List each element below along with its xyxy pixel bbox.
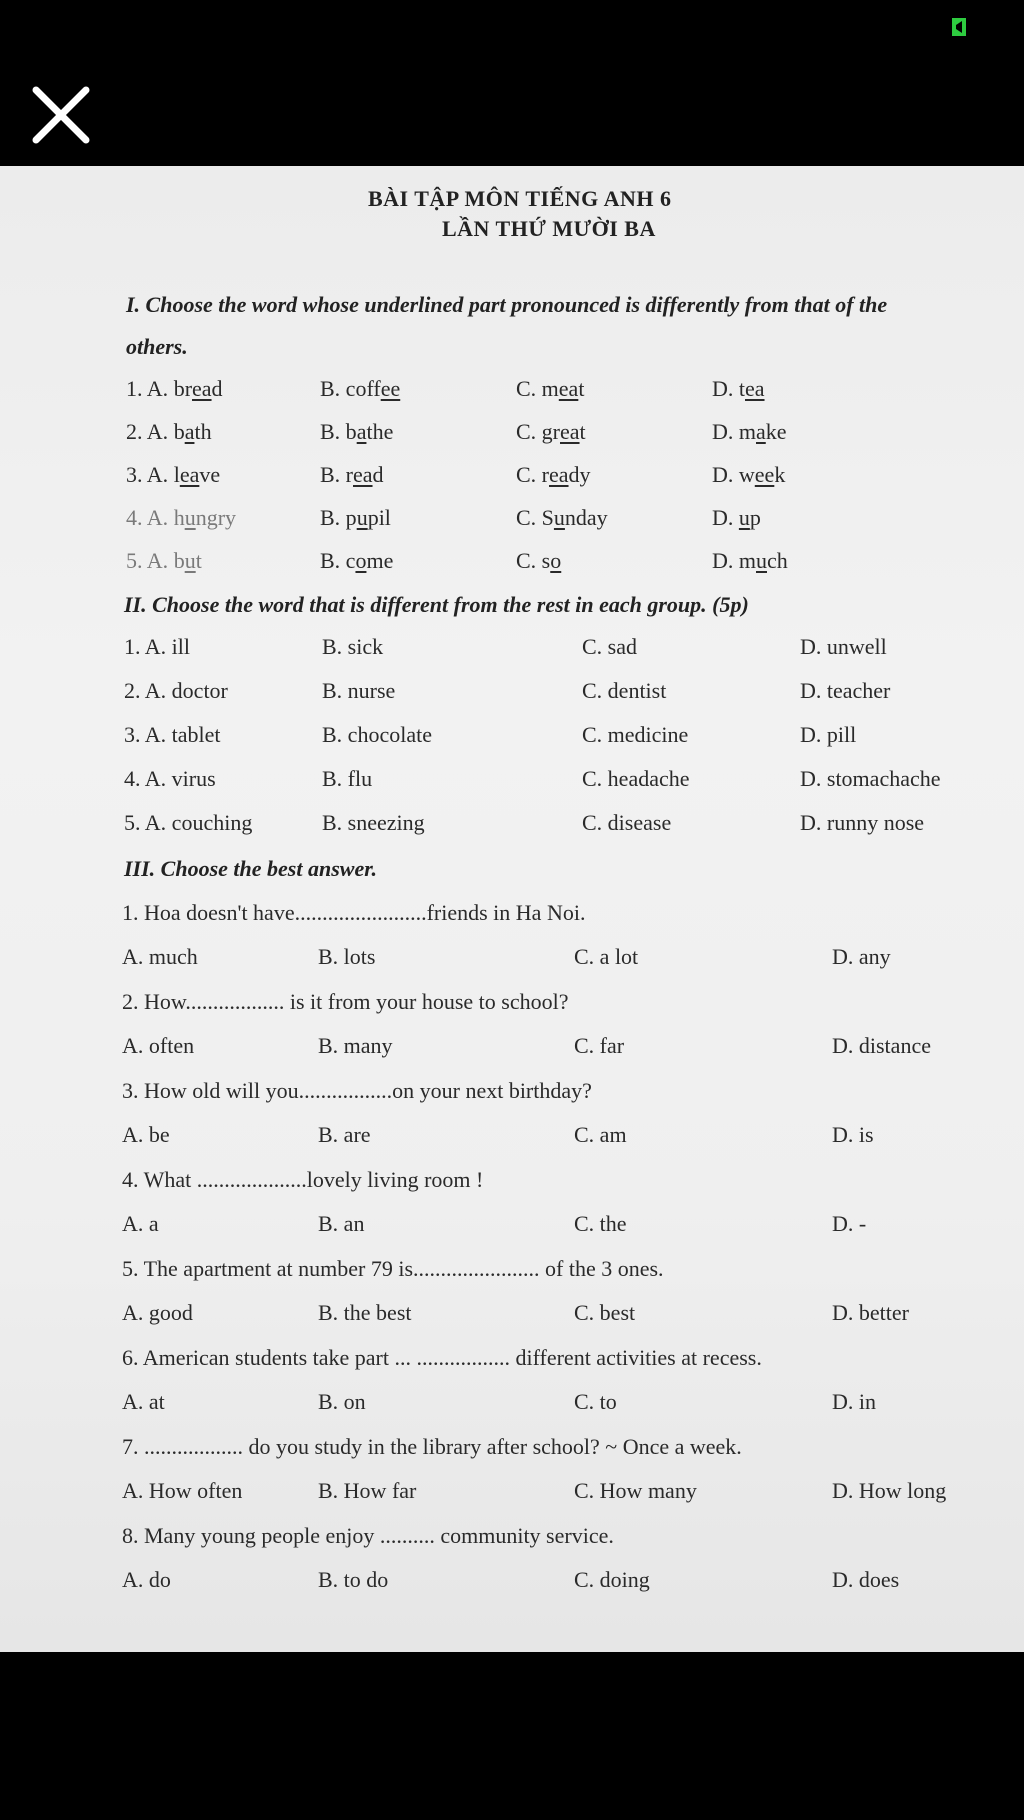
answer-option-b: B. an bbox=[318, 1211, 365, 1236]
answer-option-b: B. the best bbox=[318, 1300, 412, 1325]
answer-option-d: D. - bbox=[832, 1211, 867, 1236]
odd-one-out-option-d: D. runny nose bbox=[800, 810, 925, 835]
answer-option-a: A. do bbox=[122, 1567, 171, 1592]
answer-option-d: D. does bbox=[832, 1567, 900, 1592]
pronunciation-option-c: C. Sunday bbox=[516, 505, 608, 530]
answer-option-b: B. How far bbox=[318, 1478, 417, 1503]
underlined-sound: ee bbox=[754, 462, 775, 487]
underlined-sound: ea bbox=[558, 376, 579, 401]
question-2: 2. How.................. is it from your house to school? bbox=[122, 989, 569, 1014]
pronunciation-option-a: 1. A. bread bbox=[126, 376, 223, 401]
odd-one-out-option-b: B. flu bbox=[322, 766, 373, 791]
viewer-bottom-bar bbox=[0, 1652, 1024, 1820]
underlined-sound: ea bbox=[560, 419, 580, 444]
section1-title: I. Choose the word whose underlined part pronounced is differently from that of the bbox=[126, 292, 888, 317]
answer-option-b: B. on bbox=[318, 1389, 366, 1414]
underlined-sound: u bbox=[184, 548, 196, 573]
pronunciation-option-c: C. meat bbox=[516, 376, 585, 401]
answer-option-d: D. How long bbox=[832, 1478, 947, 1503]
answer-option-c: C. the bbox=[574, 1211, 627, 1236]
answer-option-d: D. any bbox=[832, 944, 891, 969]
answer-option-d: D. is bbox=[832, 1122, 874, 1147]
odd-one-out-option-a: 1. A. ill bbox=[124, 634, 191, 659]
underlined-sound: u bbox=[184, 505, 196, 530]
underlined-sound: u bbox=[738, 505, 750, 530]
answer-option-a: A. much bbox=[122, 944, 198, 969]
question-8: 8. Many young people enjoy .......... community service. bbox=[122, 1523, 614, 1548]
answer-option-c: C. best bbox=[574, 1300, 636, 1325]
odd-one-out-option-a: 5. A. couching bbox=[124, 810, 253, 835]
question-6: 6. American students take part ... ................. different activities at recess. bbox=[122, 1345, 762, 1370]
odd-one-out-option-c: C. headache bbox=[582, 766, 690, 791]
close-icon bbox=[28, 82, 94, 148]
pronunciation-option-d: D. make bbox=[712, 419, 787, 444]
odd-one-out-option-d: D. stomachache bbox=[800, 766, 941, 791]
underlined-sound: ea bbox=[179, 462, 200, 487]
pronunciation-option-d: D. up bbox=[712, 505, 761, 530]
pronunciation-option-c: C. so bbox=[516, 548, 562, 573]
pronunciation-option-a: 3. A. leave bbox=[126, 462, 221, 487]
pronunciation-option-b: B. bathe bbox=[320, 419, 394, 444]
answer-option-c: C. doing bbox=[574, 1567, 650, 1592]
pronunciation-option-b: B. pupil bbox=[320, 505, 391, 530]
section1-title-cont: others. bbox=[126, 334, 188, 359]
underlined-sound: o bbox=[550, 548, 562, 573]
underlined-sound: o bbox=[355, 548, 367, 573]
answer-option-b: B. are bbox=[318, 1122, 371, 1147]
status-indicator-icon bbox=[950, 16, 968, 38]
pronunciation-option-c: C. great bbox=[516, 419, 586, 444]
underlined-sound: u bbox=[756, 548, 767, 573]
answer-option-b: B. to do bbox=[318, 1567, 389, 1592]
answer-option-c: C. am bbox=[574, 1122, 627, 1147]
underlined-sound: a bbox=[356, 419, 367, 444]
answer-option-c: C. to bbox=[574, 1389, 617, 1414]
underlined-sound: ea bbox=[353, 462, 373, 487]
odd-one-out-option-c: C. sad bbox=[582, 634, 637, 659]
answer-option-b: B. lots bbox=[318, 944, 376, 969]
section2-title: II. Choose the word that is different from the rest in each group. (5p) bbox=[124, 592, 749, 617]
question-3: 3. How old will you.................on your next birthday? bbox=[122, 1078, 592, 1103]
section3-title: III. Choose the best answer. bbox=[124, 856, 378, 881]
answer-option-a: A. good bbox=[122, 1300, 193, 1325]
answer-option-c: C. a lot bbox=[574, 944, 639, 969]
answer-option-a: A. be bbox=[122, 1122, 170, 1147]
underlined-sound: ea bbox=[745, 376, 765, 401]
odd-one-out-option-b: B. chocolate bbox=[322, 722, 432, 747]
underlined-sound: a bbox=[184, 419, 195, 444]
pronunciation-option-d: D. much bbox=[712, 548, 788, 573]
answer-option-d: D. distance bbox=[832, 1033, 931, 1058]
odd-one-out-option-c: C. disease bbox=[582, 810, 672, 835]
answer-option-a: A. often bbox=[122, 1033, 195, 1058]
pronunciation-option-b: B. read bbox=[320, 462, 384, 487]
answer-option-d: D. better bbox=[832, 1300, 909, 1325]
pronunciation-option-c: C. ready bbox=[516, 462, 591, 487]
odd-one-out-option-a: 3. A. tablet bbox=[124, 722, 221, 747]
answer-option-a: A. How often bbox=[122, 1478, 243, 1503]
pronunciation-option-d: D. week bbox=[712, 462, 786, 487]
document-photo bbox=[0, 166, 1024, 1652]
close-button[interactable] bbox=[28, 82, 94, 148]
question-4: 4. What ....................lovely living room ! bbox=[122, 1167, 484, 1192]
question-1: 1. Hoa doesn't have........................friends in Ha Noi. bbox=[122, 900, 586, 925]
odd-one-out-option-d: D. unwell bbox=[800, 634, 887, 659]
pronunciation-option-a: 2. A. bath bbox=[126, 419, 212, 444]
odd-one-out-option-a: 2. A. doctor bbox=[124, 678, 228, 703]
odd-one-out-option-a: 4. A. virus bbox=[124, 766, 216, 791]
odd-one-out-option-c: C. medicine bbox=[582, 722, 689, 747]
underlined-sound: u bbox=[356, 505, 368, 530]
pronunciation-option-b: B. come bbox=[320, 548, 394, 573]
answer-option-a: A. a bbox=[122, 1211, 159, 1236]
viewer-top-bar bbox=[0, 0, 1024, 166]
odd-one-out-option-b: B. nurse bbox=[322, 678, 396, 703]
answer-option-c: C. far bbox=[574, 1033, 625, 1058]
question-7: 7. .................. do you study in the library after school? ~ Once a week. bbox=[122, 1434, 742, 1459]
pronunciation-option-a: 4. A. hungry bbox=[126, 505, 237, 530]
document-title-line2: LẦN THỨ MƯỜI BA bbox=[442, 216, 656, 241]
answer-option-d: D. in bbox=[832, 1389, 876, 1414]
odd-one-out-option-d: D. pill bbox=[800, 722, 857, 747]
pronunciation-option-b: B. coffee bbox=[320, 376, 401, 401]
pronunciation-option-d: D. tea bbox=[712, 376, 765, 401]
answer-option-c: C. How many bbox=[574, 1478, 697, 1503]
underlined-sound: ea bbox=[549, 462, 569, 487]
odd-one-out-option-b: B. sneezing bbox=[322, 810, 425, 835]
odd-one-out-option-b: B. sick bbox=[322, 634, 384, 659]
answer-option-a: A. at bbox=[122, 1389, 165, 1414]
underlined-sound: a bbox=[756, 419, 766, 444]
underlined-sound: ee bbox=[380, 376, 401, 401]
pronunciation-option-a: 5. A. but bbox=[126, 548, 202, 573]
question-5: 5. The apartment at number 79 is....................... of the 3 ones. bbox=[122, 1256, 664, 1281]
underlined-sound: u bbox=[553, 505, 565, 530]
underlined-sound: ea bbox=[192, 376, 212, 401]
document-title-line1: BÀI TẬP MÔN TIẾNG ANH 6 bbox=[368, 186, 672, 211]
answer-option-b: B. many bbox=[318, 1033, 393, 1058]
odd-one-out-option-c: C. dentist bbox=[582, 678, 667, 703]
odd-one-out-option-d: D. teacher bbox=[800, 678, 891, 703]
